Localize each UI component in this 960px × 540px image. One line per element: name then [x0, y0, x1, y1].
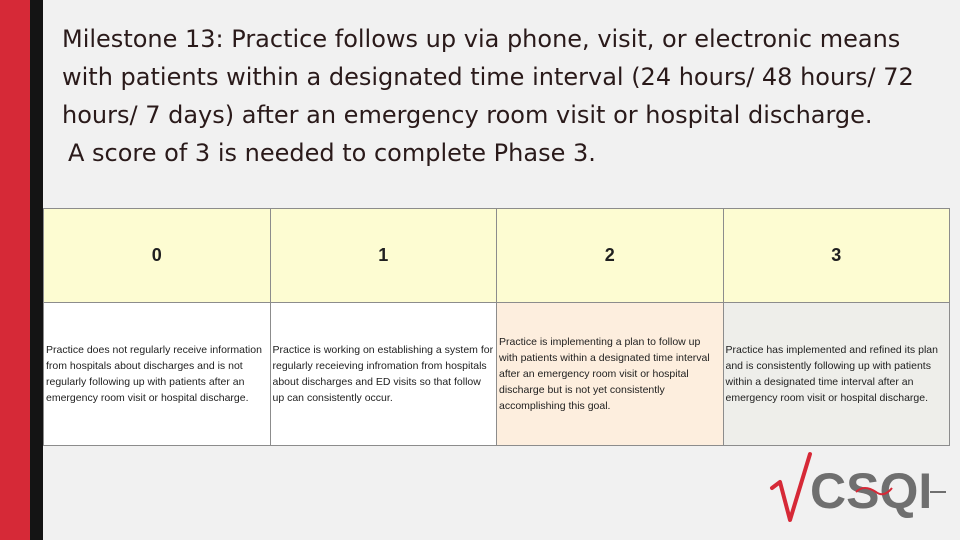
left-dark-bar [30, 0, 43, 540]
title-score-note: A score of 3 is needed to complete Phase 3. [68, 139, 596, 167]
score-header-1: 1 [270, 209, 497, 303]
score-description-3: Practice has implemented and refined its plan and is consistently following up with patients within a designated time interval after an emergency room visit or hospital discharge. [723, 303, 950, 446]
milestone-score-table [43, 208, 950, 446]
title-milestone-text: Milestone 13: Practice follows up via phone, visit, or electronic means with patients within a designated time interval (24 hours/ 48 hours/ 72 hours/ 7 days) after an emergency room visit or hospital discharge. [62, 25, 914, 129]
score-header-3: 3 [723, 209, 950, 303]
score-header-0: 0 [44, 209, 271, 303]
score-description-1: Practice is working on establishing a system for regularly receieving infromation from hospitals about discharges and ED visits so that follow up can consistently occur. [270, 303, 497, 446]
score-description-2: Practice is implementing a plan to follow up with patients within a designated time interval after an emergency room visit or hospital discharge but is not yet consistently accomplishing this goal. [497, 303, 724, 446]
score-description-0: Practice does not regularly receive information from hospitals about discharges and is not regularly following up with patients after an emergency room visit or hospital discharge. [44, 303, 271, 446]
checkmark-icon [772, 454, 810, 520]
slide-title [62, 20, 932, 172]
logo-text: CSQI [810, 463, 933, 519]
score-description-row [44, 303, 950, 446]
csqi-logo [768, 448, 948, 524]
left-accent-bar [0, 0, 30, 540]
score-header-2: 2 [497, 209, 724, 303]
score-header-row [44, 209, 950, 303]
